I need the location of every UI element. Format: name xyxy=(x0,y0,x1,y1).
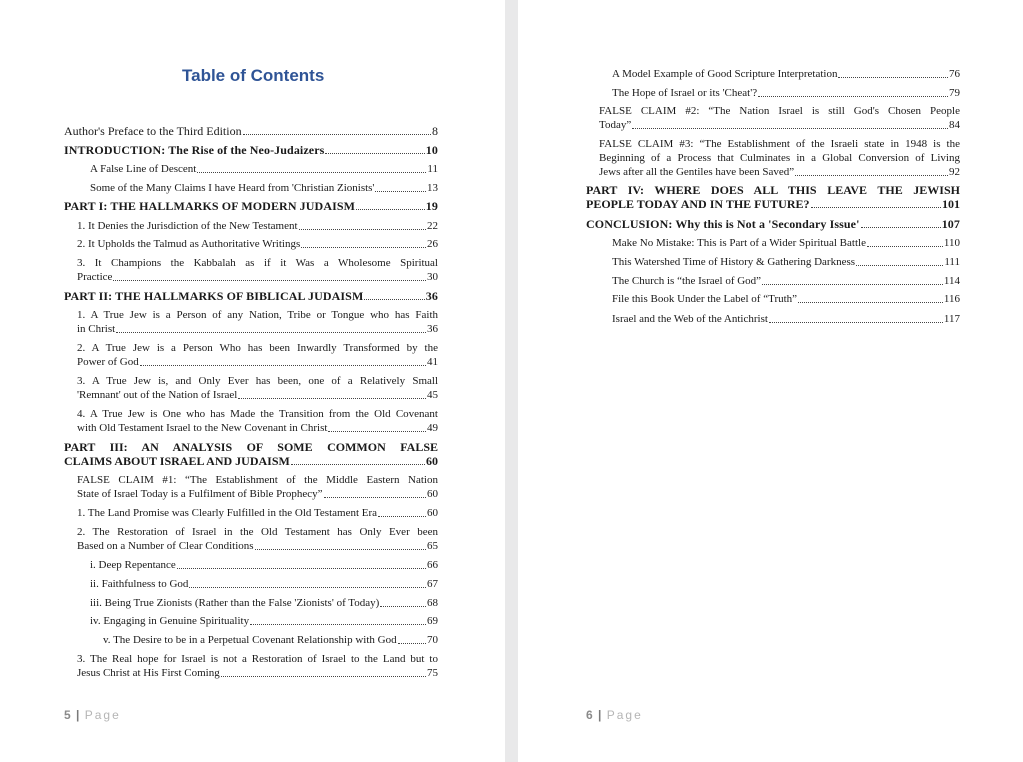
toc-entry[interactable]: 2. A True Jew is a Person Who has been Inwardly Transformed by the Power of God 41 xyxy=(77,342,438,368)
toc-entry[interactable]: iii. Being True Zionists (Rather than the False 'Zionists' of Today) 68 xyxy=(90,597,438,609)
toc-entry[interactable]: ii. Faithfulness to God 67 xyxy=(90,578,438,590)
leader-dots xyxy=(798,302,943,303)
toc-entry[interactable]: Author's Preface to the Third Edition 8 xyxy=(64,124,438,138)
leader-dots xyxy=(378,516,426,517)
toc-entry[interactable]: PART I: THE HALLMARKS OF MODERN JUDAISM 19 xyxy=(64,199,438,213)
leader-dots xyxy=(375,191,426,192)
leader-dots xyxy=(380,606,426,607)
leader-dots xyxy=(113,280,426,281)
page-footer xyxy=(586,708,643,722)
leader-dots xyxy=(177,568,426,569)
toc-entry[interactable]: The Church is “the Israel of God” 114 xyxy=(612,275,960,287)
toc-entry[interactable]: 1. A True Jew is a Person of any Nation, Tribe or Tongue who has Faith in Christ 36 xyxy=(77,309,438,335)
leader-dots xyxy=(856,265,943,266)
toc-entry[interactable]: The Hope of Israel or its 'Cheat'? 79 xyxy=(612,87,960,99)
leader-dots xyxy=(867,246,943,247)
leader-dots xyxy=(291,464,425,465)
toc-entry[interactable]: Some of the Many Claims I have Heard from 'Christian Zionists' 13 xyxy=(90,182,438,194)
leader-dots xyxy=(221,676,426,677)
leader-dots xyxy=(324,497,426,498)
toc-entry[interactable]: 2. The Restoration of Israel in the Old Testament has Only Ever been Based on a Number of Clear Conditions 65 xyxy=(77,526,438,552)
page-gutter xyxy=(505,0,518,762)
toc-entry[interactable]: FALSE CLAIM #1: “The Establishment of the Middle Eastern Nation State of Israel Today is a Fulfilment of Bible Prophecy” 60 xyxy=(77,474,438,500)
toc-entry[interactable]: PART IV: WHERE DOES ALL THIS LEAVE THE JEWISH PEOPLE TODAY AND IN THE FUTURE? 101 xyxy=(586,183,960,211)
toc-entry[interactable]: FALSE CLAIM #3: “The Establishment of the Israeli state in 1948 is the Beginning of a Process that Culminates in a Global Conversion of Living Jews after all the Gentiles have been Saved” 92 xyxy=(599,138,960,178)
leader-dots xyxy=(861,227,941,228)
leader-dots xyxy=(140,365,426,366)
page-number: 5 xyxy=(64,708,72,722)
leader-dots xyxy=(301,247,426,248)
toc-entry[interactable]: PART III: AN ANALYSIS OF SOME COMMON FALSE CLAIMS ABOUT ISRAEL AND JUDAISM 60 xyxy=(64,440,438,468)
toc-entry[interactable]: CONCLUSION: Why this is Not a 'Secondary Issue' 107 xyxy=(586,217,960,231)
toc-entry[interactable]: i. Deep Repentance 66 xyxy=(90,559,438,571)
toc-entry[interactable]: PART II: THE HALLMARKS OF BIBLICAL JUDAISM 36 xyxy=(64,289,438,303)
toc-heading: Table of Contents xyxy=(182,66,325,85)
leader-dots xyxy=(632,128,948,129)
leader-dots xyxy=(197,172,426,173)
document-page-right xyxy=(518,0,1023,762)
document-page-left xyxy=(0,0,505,762)
leader-dots xyxy=(299,229,426,230)
footer-separator: | xyxy=(76,708,81,722)
page-number: 6 xyxy=(586,708,594,722)
leader-dots xyxy=(758,96,948,97)
leader-dots xyxy=(811,207,942,208)
toc-entry[interactable]: 1. It Denies the Jurisdiction of the New Testament 22 xyxy=(77,220,438,232)
page-footer xyxy=(64,708,121,722)
toc-entry[interactable]: 3. It Champions the Kabbalah as if it Was a Wholesome Spiritual Practice 30 xyxy=(77,257,438,283)
leader-dots xyxy=(356,209,425,210)
leader-dots xyxy=(255,549,426,550)
leader-dots xyxy=(364,299,424,300)
toc-entry[interactable]: v. The Desire to be in a Perpetual Covenant Relationship with God 70 xyxy=(103,634,438,646)
toc-entry[interactable]: INTRODUCTION: The Rise of the Neo-Judaizers 10 xyxy=(64,143,438,157)
footer-separator: | xyxy=(598,708,603,722)
leader-dots xyxy=(762,284,943,285)
leader-dots xyxy=(398,643,426,644)
leader-dots xyxy=(325,153,424,154)
leader-dots xyxy=(795,175,948,176)
toc-entry[interactable]: File this Book Under the Label of “Truth” 116 xyxy=(612,293,960,305)
leader-dots xyxy=(250,624,426,625)
leader-dots xyxy=(243,134,431,135)
toc-entry[interactable]: 3. A True Jew is, and Only Ever has been, one of a Relatively Small 'Remnant' out of the Nation of Israel 45 xyxy=(77,375,438,401)
toc-entry[interactable]: A Model Example of Good Scripture Interpretation 76 xyxy=(612,68,960,80)
toc-entry[interactable]: This Watershed Time of History & Gathering Darkness 111 xyxy=(612,256,960,268)
toc-entry[interactable]: FALSE CLAIM #2: “The Nation Israel is still God's Chosen People Today” 84 xyxy=(599,105,960,131)
toc-entry[interactable]: iv. Engaging in Genuine Spirituality 69 xyxy=(90,615,438,627)
toc-entry[interactable]: 3. The Real hope for Israel is not a Restoration of Israel to the Land but to Jesus Christ at His First Coming 75 xyxy=(77,653,438,679)
toc-entry[interactable]: 1. The Land Promise was Clearly Fulfilled in the Old Testament Era 60 xyxy=(77,507,438,519)
toc-entry[interactable]: A False Line of Descent 11 xyxy=(90,163,438,175)
leader-dots xyxy=(769,322,943,323)
toc-entry[interactable]: 2. It Upholds the Talmud as Authoritative Writings 26 xyxy=(77,238,438,250)
page-label: Page xyxy=(606,708,643,722)
page-label: Page xyxy=(84,708,121,722)
leader-dots xyxy=(328,431,426,432)
toc-entry[interactable]: Israel and the Web of the Antichrist 117 xyxy=(612,313,960,325)
toc-entry[interactable]: Make No Mistake: This is Part of a Wider Spiritual Battle 110 xyxy=(612,237,960,249)
leader-dots xyxy=(189,587,426,588)
leader-dots xyxy=(838,77,948,78)
toc-entry[interactable]: 4. A True Jew is One who has Made the Transition from the Old Covenant with Old Testament Israel to the New Covenant in Christ 49 xyxy=(77,408,438,434)
leader-dots xyxy=(238,398,426,399)
leader-dots xyxy=(116,332,426,333)
